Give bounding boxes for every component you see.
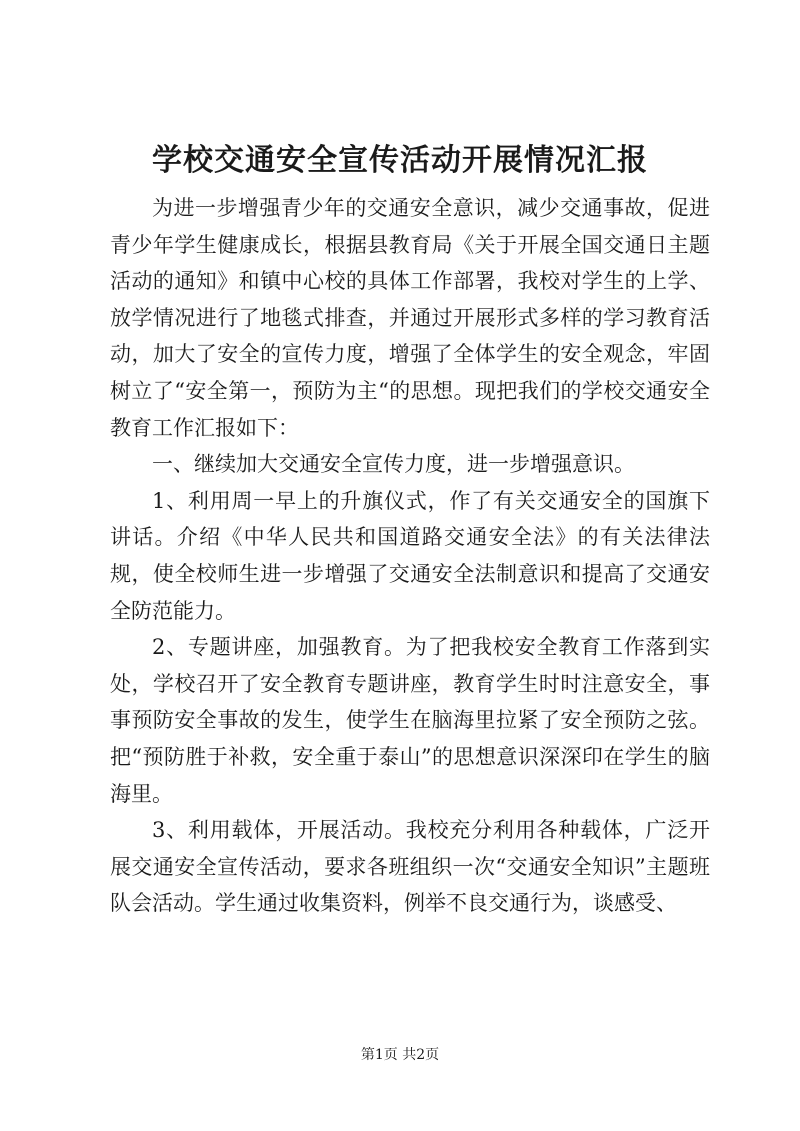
item-paragraph-3: 3、利用载体，开展活动。我校充分利用各种载体，广泛开展交通安全宣传活动，要求各班组织一次“交通安全知识”主题班队会活动。学生通过收集资料，例举不良交通行为，谈感受、 xyxy=(110,818,710,916)
item-paragraph-2: 2、专题讲座，加强教育。为了把我校安全教育工作落到实处，学校召开了安全教育专题讲座，教育学生时时注意安全，事事预防安全事故的发生，使学生在脑海里拉紧了安全预防之弦。把“预防胜于补救，安全重于泰山”的思想意识深深印在学生的脑海里。 xyxy=(110,635,710,806)
intro-paragraph: 为进一步增强青少年的交通安全意识，减少交通事故，促进青少年学生健康成长，根据县教育局《关于开展全国交通日主题活动的通知》和镇中心校的具体工作部署，我校对学生的上学、放学情况进行了地毯式排查，并通过开展形式多样的学习教育活动，加大了安全的宣传力度，增强了全体学生的安全观念，牢固树立了“安全第一，预防为主“的思想。现把我们的学校交通安全教育工作汇报如下： xyxy=(110,196,710,440)
document-title: 学校交通安全宣传活动开展情况汇报 xyxy=(152,143,648,178)
item-paragraph-1: 1、利用周一早上的升旗仪式，作了有关交通安全的国旗下讲话。介绍《中华人民共和国道路交通安全法》的有关法律法规，使全校师生进一步增强了交通安全法制意识和提高了交通安全防范能力。 xyxy=(110,488,710,623)
section-heading-1: 一、继续加大交通安全宣传力度，进一步增强意识。 xyxy=(152,452,635,477)
page-footer: 第1页 共2页 xyxy=(360,1047,440,1063)
document-body xyxy=(110,190,710,922)
